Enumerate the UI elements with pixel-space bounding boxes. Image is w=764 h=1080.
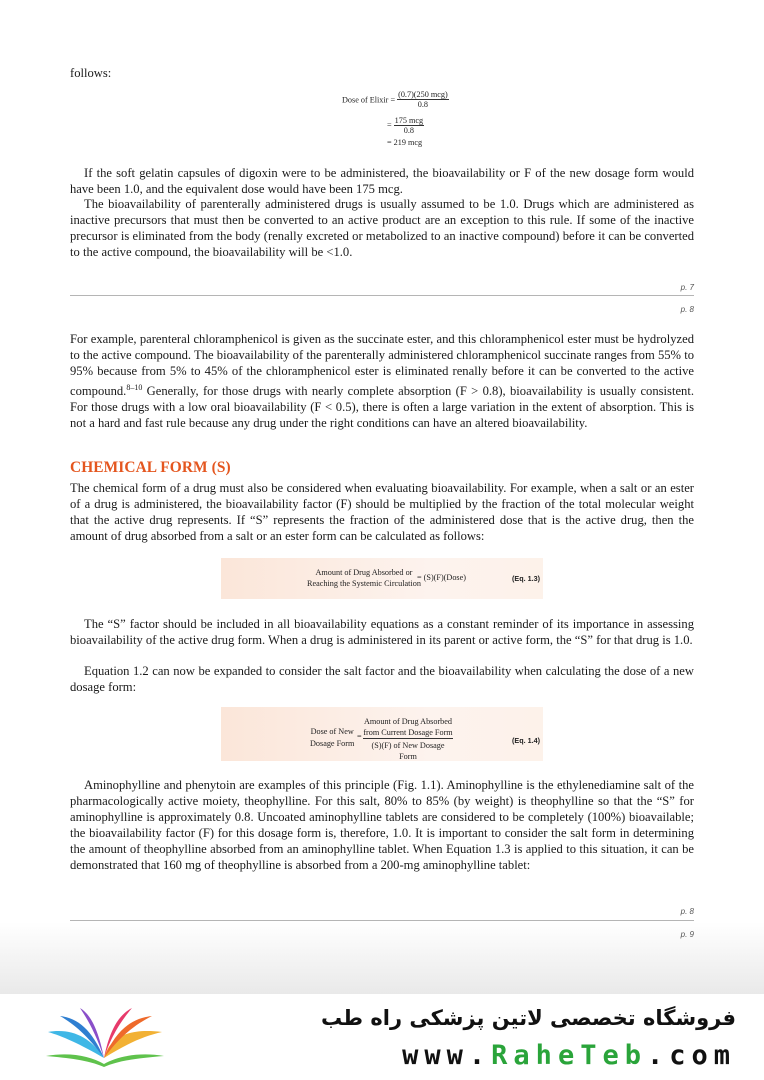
elixir-num-2: 175 mcg (394, 116, 424, 125)
eq13-lhs-line2: Reaching the Systemic Circulation (307, 579, 421, 588)
page-divider (70, 295, 694, 296)
eq14-label: (Eq. 1.4) (512, 736, 540, 745)
url-brand: RaheTeb (491, 1040, 647, 1071)
elixir-den-1: 0.8 (417, 100, 429, 109)
store-title: فروشگاه تخصصی لاتین پزشکی راه طب (321, 1006, 736, 1030)
eq14-lhs-line2: Dosage Form (310, 739, 355, 748)
store-url[interactable] (402, 1040, 736, 1071)
paragraph-equation-expanded: Equation 1.2 can now be expanded to consider the salt factor and the bioavailability when calculating the dose of a new dosage form: (70, 664, 694, 694)
url-suffix: .com (646, 1040, 736, 1071)
page-divider-bottom (70, 920, 694, 921)
elixir-lhs: Dose of Elixir (342, 95, 389, 105)
paragraph-s-factor: The “S” factor should be included in all bioavailability equations as a constant reminder of its importance in assessing bioavailability of the active drug form. When a drug is administered in its parent or active form, the “S” for that drug is 1.0. (70, 617, 694, 647)
chloramphenicol-text-a: For example, parenteral chloramphenicol is given as the succinate ester, and this chloramphenicol ester must be hydrolyzed to the active compound. The bioavailability of the parenterally administered chloramphenicol succinate ranges from 55% to 95% because from 5% to 45% of the chloramphenicol ester is eliminated renally before it can be converted to the active compound. (70, 332, 694, 398)
eq13-lhs-line1: Amount of Drug Absorbed or (315, 568, 413, 577)
equation-box-1-4: Dose of New Dosage Form = Amount of Drug Absorbed from Current Dosage Form (S)(F) of New Dosage Form (Eq. 1.4) (221, 707, 543, 761)
reference-superscript: 8–10 (126, 382, 143, 392)
section-heading: CHEMICAL FORM (S) (70, 459, 231, 476)
paragraph-aminophylline: Aminophylline and phenytoin are examples of this principle (Fig. 1.1). Aminophylline is the ethylenediamine salt of the pharmacologically active moiety, theophylline. For this salt, 80% to 85% (by weight) is theophylline so that the “S” for aminophylline is approximately 0.8. Uncoated aminophylline tablets are considered to be completely (100%) bioavailable; the bioavailability factor (F) for this dosage form is, therefore, 1.0. It is important to consider the salt form in determining the amount of theophylline absorbed from an aminophylline tablet. When Equation 1.3 is applied to this situation, it can be demonstrated that 160 mg of theophylline is absorbed from a 200-mg aminophylline tablet: (70, 778, 694, 872)
eq14-fraction (363, 716, 453, 762)
footer-fade (0, 922, 764, 994)
footer-banner (0, 994, 764, 1080)
paragraph-chemical-form: The chemical form of a drug must also be considered when evaluating bioavailability. For example, when a salt or an ester of a drug is administered, the bioavailability factor (F) should be multiplied by the fraction of the total molecular weight that the active drug represents. If “S” represents the fraction of the administered dose that is the active drug, then the amount of drug absorbed from a salt or an ester form can be calculated as follows: (70, 481, 694, 543)
eq14-num-line1: Amount of Drug Absorbed (363, 717, 452, 726)
eq13-label: (Eq. 1.3) (512, 574, 540, 583)
page-number-9: p. 9 (680, 930, 694, 939)
paragraph-softgel: If the soft gelatin capsules of digoxin were to be administered, the bioavailability or F of the new dosage form would have been 1.0, and the equivalent dose would have been 175 mcg. (70, 166, 694, 196)
eq14-num-line2: from Current Dosage Form (363, 728, 453, 737)
equation-box-1-3 (221, 558, 543, 599)
chloramphenicol-text-b: Generally, for those drugs with nearly complete absorption (F > 0.8), bioavailability is usually consistent. For those drugs with a low oral bioavailability (F < 0.5), there is often a large variation in the extent of absorption. This is not a hard and fast rule because any drug under the right conditions can have an altered bioavailability. (70, 383, 694, 430)
paragraph-parenteral: The bioavailability of parenterally administered drugs is usually assumed to be 1.0. Drugs which are administered as inactive precursors that must then be converted to an active product are an exception to this rule. If some of the inactive precursor is eliminated from the body (renally excreted or metabolized to an inactive compound) before it can be converted to the active compound, the bioavailability will be <1.0. (70, 197, 694, 259)
paragraph-chloramphenicol (70, 332, 694, 432)
open-book-logo-icon (40, 1006, 170, 1068)
eq14-den: (S)(F) of New Dosage Form (371, 741, 445, 761)
url-prefix: www. (402, 1040, 492, 1071)
page-number-8-bottom: p. 8 (680, 907, 694, 916)
eq13-rhs: = (S)(F)(Dose) (417, 573, 466, 582)
elixir-num-1: (0.7)(250 mcg) (398, 90, 448, 99)
page-number-7: p. 7 (680, 283, 694, 292)
eq14-lhs-line1: Dose of New (310, 727, 354, 736)
elixir-den-2: 0.8 (403, 126, 414, 135)
page-number-8: p. 8 (680, 305, 694, 314)
intro-text: follows: (70, 66, 112, 80)
elixir-result: = 219 mcg (387, 138, 423, 147)
